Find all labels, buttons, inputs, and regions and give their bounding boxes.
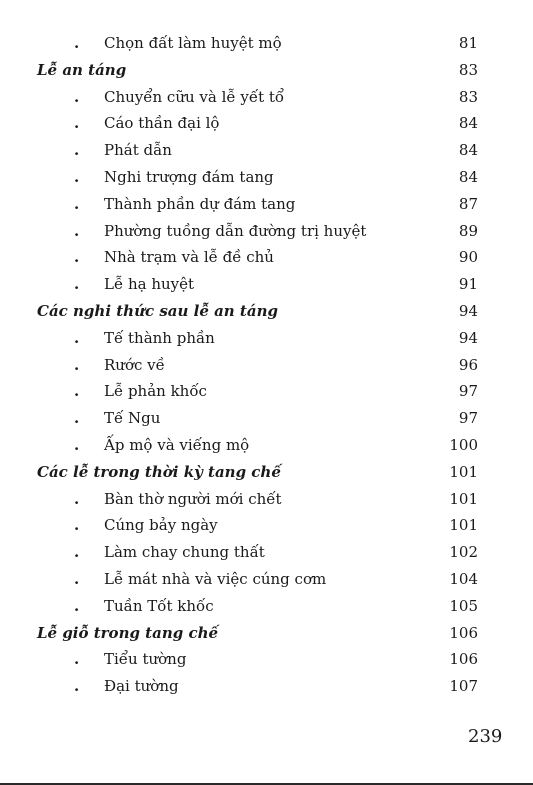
toc-item-title: Nghi trượng đám tang [104, 167, 274, 186]
toc-item-row [0, 512, 533, 539]
toc-item-row [0, 378, 533, 405]
bullet-point: . [74, 650, 80, 669]
toc-item-title: Cúng bảy ngày [104, 516, 218, 535]
toc-item-title: Bàn thờ người mới chết [104, 489, 282, 508]
toc-item-row [0, 271, 533, 298]
toc-page-number: 101 [449, 489, 478, 508]
toc-item-row [0, 566, 533, 593]
toc-page-number: 100 [449, 435, 478, 454]
toc-item-row [0, 646, 533, 673]
toc-item-title: Phát dẫn [104, 141, 172, 160]
toc-section-row [0, 620, 533, 647]
bullet-point: . [74, 516, 80, 535]
toc-item-title: Lễ hạ huyệt [104, 275, 195, 294]
toc-page-number: 91 [458, 275, 478, 294]
bullet-point: . [74, 221, 80, 240]
toc-page-number: 94 [458, 328, 478, 347]
toc-item-title: Chuyển cữu và lễ yết tổ [104, 87, 285, 106]
toc-item-title: Chọn đất làm huyệt mộ [104, 34, 282, 52]
bullet-point: . [74, 677, 80, 696]
toc-item-title: Nhà trạm và lễ đề chủ [104, 248, 274, 267]
bullet-point: . [74, 167, 80, 186]
toc-item-title: Ấp mộ và viếng mộ [104, 435, 250, 454]
toc-page-number: 106 [449, 650, 478, 669]
toc-item-title: Thành phần dự đám tang [104, 194, 296, 213]
toc-item-title: Tiểu tường [104, 650, 187, 669]
bullet-point: . [74, 543, 80, 562]
toc-item-title: Làm chay chung thất [104, 543, 265, 562]
toc-item-row [0, 325, 533, 352]
toc-item-row [0, 244, 533, 271]
table-of-contents [0, 30, 533, 700]
bullet-point: . [74, 435, 80, 454]
bullet-point: . [74, 328, 80, 347]
toc-page-number: 84 [458, 141, 478, 160]
toc-item-row [0, 30, 533, 57]
toc-item-row [0, 191, 533, 218]
toc-section-row [0, 459, 533, 486]
toc-page-number: 94 [458, 301, 478, 320]
toc-page-number: 97 [458, 382, 478, 401]
toc-page-number: 90 [458, 248, 478, 267]
toc-item-row [0, 110, 533, 137]
toc-item-row [0, 486, 533, 513]
toc-page-number: 87 [458, 194, 478, 213]
toc-page-number: 104 [449, 569, 478, 588]
toc-page-number: 97 [458, 409, 478, 428]
toc-item-title: Rước về [104, 355, 165, 374]
bullet-point: . [74, 87, 80, 106]
toc-item-row [0, 405, 533, 432]
toc-section-title: Các lễ trong thời kỳ tang chế [37, 462, 281, 481]
toc-item-row [0, 432, 533, 459]
toc-page-number: 96 [458, 355, 478, 374]
toc-item-title: Đại tường [104, 677, 179, 696]
toc-item-title: Cáo thần đại lộ [104, 114, 220, 133]
toc-section-row [0, 57, 533, 84]
bullet-point: . [74, 569, 80, 588]
toc-item-title: Phường tuồng dẫn đường trị huyệt [104, 221, 367, 240]
toc-page-number: 105 [449, 596, 478, 615]
bullet-point: . [74, 248, 80, 267]
toc-item-row [0, 164, 533, 191]
toc-section-title: Lễ an táng [37, 60, 127, 79]
toc-section-title: Lễ giỗ trong tang chế [37, 623, 219, 642]
toc-page-number: 101 [449, 516, 478, 535]
toc-section-title: Các nghi thức sau lễ an táng [37, 301, 278, 320]
toc-page-number: 107 [449, 677, 478, 696]
toc-page-number: 106 [449, 623, 478, 642]
bullet-point: . [74, 489, 80, 508]
bullet-point: . [74, 596, 80, 615]
toc-item-row [0, 218, 533, 245]
bullet-point: . [74, 275, 80, 294]
toc-item-title: Lễ mát nhà và việc cúng cơm [104, 569, 327, 588]
toc-item-row [0, 593, 533, 620]
bullet-point: . [74, 382, 80, 401]
toc-item-title: Tế thành phần [104, 328, 215, 347]
toc-item-row [0, 137, 533, 164]
toc-page-number: 83 [458, 60, 478, 79]
page-number: 239 [468, 726, 503, 747]
toc-item-row [0, 84, 533, 111]
bullet-point: . [74, 114, 80, 133]
toc-page-number: 102 [449, 543, 478, 562]
toc-item-title: Tuần Tốt khốc [104, 596, 214, 615]
toc-item-row [0, 352, 533, 379]
bullet-point: . [74, 409, 80, 428]
toc-page-number: 84 [458, 167, 478, 186]
toc-page-number: 101 [449, 462, 478, 481]
bullet-point: . [74, 34, 80, 52]
toc-item-title: Lễ phản khốc [104, 382, 207, 401]
toc-item-row [0, 539, 533, 566]
toc-item-title: Tế Ngu [104, 409, 161, 428]
toc-item-row [0, 673, 533, 700]
toc-page-number: 81 [458, 34, 478, 52]
bullet-point: . [74, 194, 80, 213]
bullet-point: . [74, 141, 80, 160]
toc-page-number: 83 [458, 87, 478, 106]
toc-page-number: 89 [458, 221, 478, 240]
bullet-point: . [74, 355, 80, 374]
toc-section-row [0, 298, 533, 325]
toc-page-number: 84 [458, 114, 478, 133]
